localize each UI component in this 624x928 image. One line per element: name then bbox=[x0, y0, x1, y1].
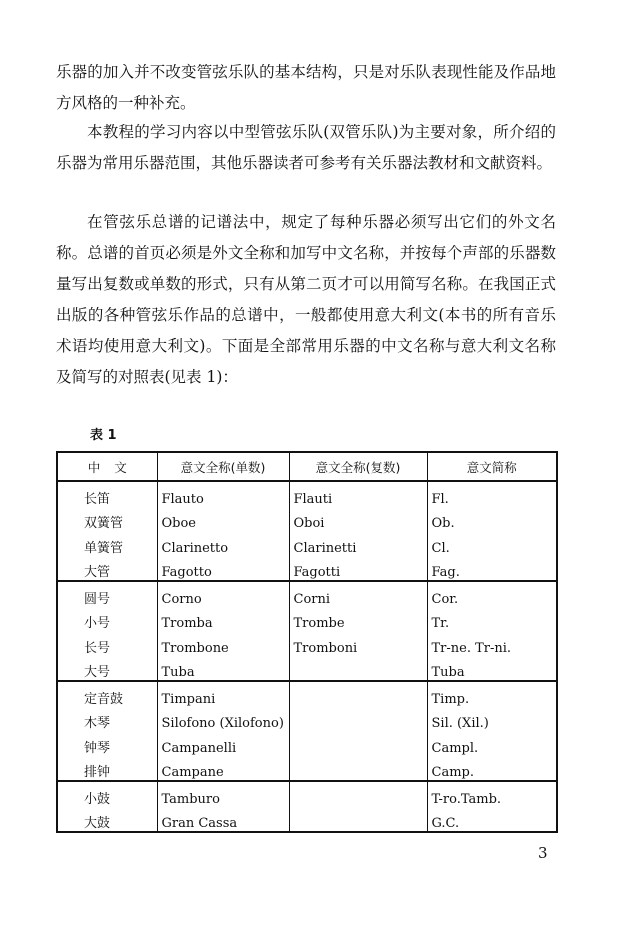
table-row bbox=[57, 756, 557, 782]
table-group bbox=[57, 681, 557, 781]
cell-italian-plural bbox=[289, 756, 427, 782]
table-row bbox=[57, 781, 557, 807]
cell-chinese: 双簧管 bbox=[57, 507, 157, 532]
cell-abbreviation: Camp. bbox=[427, 756, 557, 782]
cell-italian-singular: Campane bbox=[157, 756, 289, 782]
cell-italian-singular: Corno bbox=[157, 581, 289, 607]
cell-italian-singular: Timpani bbox=[157, 681, 289, 707]
cell-abbreviation: G.C. bbox=[427, 807, 557, 833]
cell-abbreviation: Fag. bbox=[427, 556, 557, 582]
cell-chinese: 小鼓 bbox=[57, 781, 157, 807]
cell-chinese: 大管 bbox=[57, 556, 157, 582]
table-group bbox=[57, 581, 557, 681]
cell-italian-plural bbox=[289, 807, 427, 833]
cell-italian-plural bbox=[289, 656, 427, 682]
cell-abbreviation: Tr. bbox=[427, 607, 557, 632]
cell-chinese: 圆号 bbox=[57, 581, 157, 607]
cell-chinese: 大鼓 bbox=[57, 807, 157, 833]
table-row bbox=[57, 631, 557, 656]
cell-italian-plural: Corni bbox=[289, 581, 427, 607]
header-abbreviation: 意文简称 bbox=[427, 452, 557, 481]
table-row bbox=[57, 531, 557, 556]
instrument-names-table bbox=[56, 451, 558, 833]
cell-italian-singular: Clarinetto bbox=[157, 531, 289, 556]
cell-italian-singular: Flauto bbox=[157, 481, 289, 507]
table-row bbox=[57, 807, 557, 833]
cell-abbreviation: Cl. bbox=[427, 531, 557, 556]
cell-chinese: 单簧管 bbox=[57, 531, 157, 556]
cell-italian-singular: Gran Cassa bbox=[157, 807, 289, 833]
cell-abbreviation: Cor. bbox=[427, 581, 557, 607]
paragraph-3: 在管弦乐总谱的记谱法中，规定了每种乐器必须写出它们的外文名称。总谱的首页必须是外文全称和加写中文名称，并按每个声部的乐器数量写出复数或单数的形式，只有从第二页才可以用简写名称。在我国正式出版的各种管弦乐作品的总谱中，一般都使用意大利文(本书的所有音乐术语均使用意大利文)。下面是全部常用乐器的中文名称与意大利文名称及简写的对照表(见表 1)： bbox=[56, 213, 556, 386]
paragraph-1: 乐器的加入并不改变管弦乐队的基本结构，只是对乐队表现性能及作品地方风格的一种补充。 bbox=[56, 63, 556, 112]
table-row bbox=[57, 707, 557, 732]
cell-chinese: 排钟 bbox=[57, 756, 157, 782]
cell-italian-plural: Oboi bbox=[289, 507, 427, 532]
cell-italian-singular: Fagotto bbox=[157, 556, 289, 582]
cell-italian-singular: Silofono (Xilofono) bbox=[157, 707, 289, 732]
cell-italian-singular: Tamburo bbox=[157, 781, 289, 807]
table-row bbox=[57, 507, 557, 532]
table-row bbox=[57, 731, 557, 756]
table-header-row bbox=[57, 452, 557, 481]
cell-chinese: 木琴 bbox=[57, 707, 157, 732]
cell-chinese: 小号 bbox=[57, 607, 157, 632]
cell-italian-singular: Oboe bbox=[157, 507, 289, 532]
cell-italian-plural bbox=[289, 731, 427, 756]
cell-italian-plural: Fagotti bbox=[289, 556, 427, 582]
table-group bbox=[57, 481, 557, 581]
cell-abbreviation: Ob. bbox=[427, 507, 557, 532]
cell-italian-plural bbox=[289, 781, 427, 807]
table-row bbox=[57, 556, 557, 582]
cell-italian-singular: Tromba bbox=[157, 607, 289, 632]
header-italian-plural: 意文全称(复数) bbox=[289, 452, 427, 481]
cell-chinese: 长笛 bbox=[57, 481, 157, 507]
table-group bbox=[57, 781, 557, 832]
cell-chinese: 长号 bbox=[57, 631, 157, 656]
cell-abbreviation: Campl. bbox=[427, 731, 557, 756]
cell-italian-plural bbox=[289, 707, 427, 732]
table-row bbox=[57, 481, 557, 507]
cell-italian-singular: Tuba bbox=[157, 656, 289, 682]
page-number: 3 bbox=[538, 844, 548, 862]
cell-abbreviation: Sil. (Xil.) bbox=[427, 707, 557, 732]
cell-abbreviation: Fl. bbox=[427, 481, 557, 507]
cell-italian-plural: Flauti bbox=[289, 481, 427, 507]
cell-italian-plural: Trombe bbox=[289, 607, 427, 632]
table-row bbox=[57, 681, 557, 707]
paragraph-2: 本教程的学习内容以中型管弦乐队(双管乐队)为主要对象，所介绍的乐器为常用乐器范围，其他乐器读者可参考有关乐器法教材和文献资料。 bbox=[56, 123, 556, 172]
cell-abbreviation: Tuba bbox=[427, 656, 557, 682]
cell-italian-plural: Tromboni bbox=[289, 631, 427, 656]
cell-abbreviation: T-ro.Tamb. bbox=[427, 781, 557, 807]
header-chinese: 中文 bbox=[57, 452, 157, 481]
cell-abbreviation: Tr-ne. Tr-ni. bbox=[427, 631, 557, 656]
table-row bbox=[57, 607, 557, 632]
cell-italian-plural: Clarinetti bbox=[289, 531, 427, 556]
table-row bbox=[57, 581, 557, 607]
cell-italian-singular: Trombone bbox=[157, 631, 289, 656]
table-caption: 表 1 bbox=[90, 428, 117, 443]
header-italian-singular: 意文全称(单数) bbox=[157, 452, 289, 481]
cell-chinese: 大号 bbox=[57, 656, 157, 682]
cell-italian-singular: Campanelli bbox=[157, 731, 289, 756]
cell-chinese: 钟琴 bbox=[57, 731, 157, 756]
cell-chinese: 定音鼓 bbox=[57, 681, 157, 707]
cell-italian-plural bbox=[289, 681, 427, 707]
table-row bbox=[57, 656, 557, 682]
cell-abbreviation: Timp. bbox=[427, 681, 557, 707]
